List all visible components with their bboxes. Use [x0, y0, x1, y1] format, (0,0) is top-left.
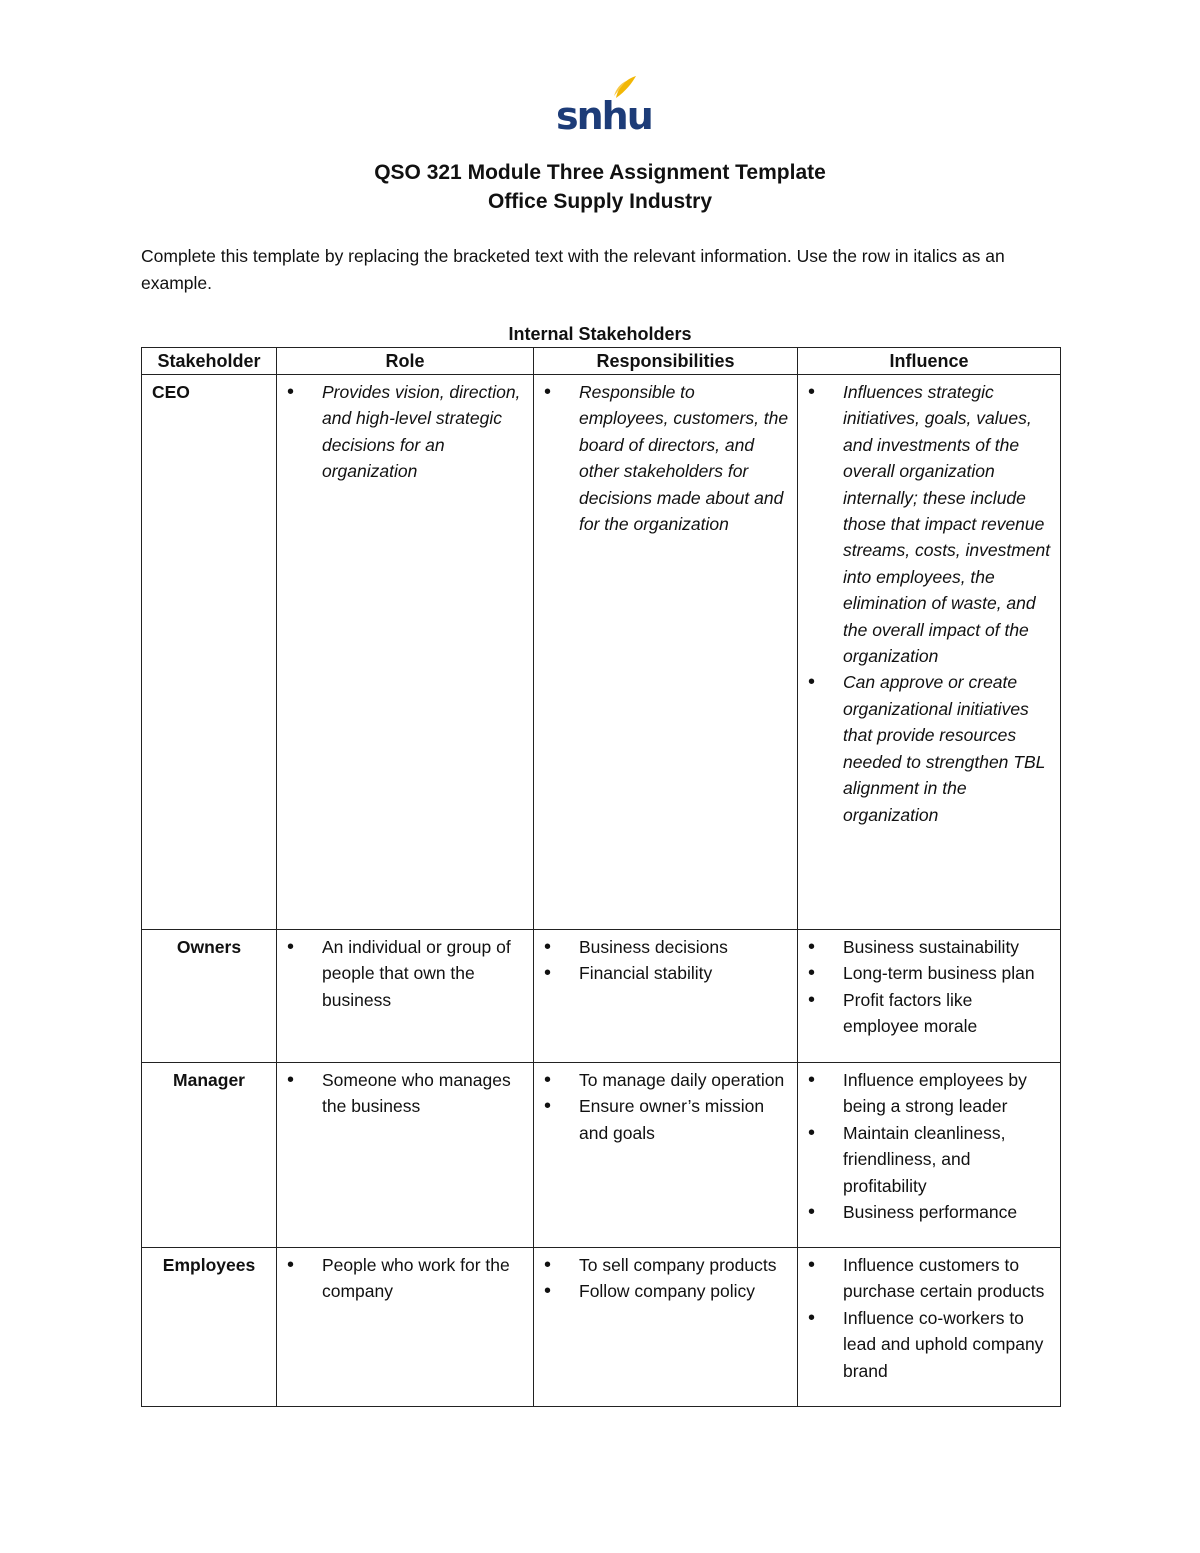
- table-caption: Internal Stakeholders: [508, 324, 692, 344]
- list-item: • Influence co-workers to lead and uphold company brand: [798, 1305, 1052, 1384]
- header-role: Role: [277, 348, 534, 375]
- document-title-block: [0, 158, 1200, 216]
- list-item: • Influences strategic initiatives, goals, values, and investments of the overall organization internally; these include those that impact revenue streams, costs, investment into employees, the elimination of waste, and the overall impact of the organization: [798, 379, 1052, 669]
- table-header-row: [142, 348, 1061, 375]
- responsibilities-cell: [534, 375, 798, 930]
- list-item: • To manage daily operation: [534, 1067, 789, 1093]
- list-item: • An individual or group of people that own the business: [277, 934, 525, 1013]
- stakeholder-cell: Employees: [142, 1248, 277, 1407]
- table-row: [142, 375, 1061, 930]
- list-item: • Maintain cleanliness, friendliness, and profitability: [798, 1120, 1052, 1199]
- influence-cell: [798, 1063, 1061, 1248]
- responsibilities-cell: [534, 1063, 798, 1248]
- list-item: • Business decisions: [534, 934, 789, 960]
- stakeholder-cell: CEO: [142, 375, 277, 930]
- header-influence: Influence: [798, 348, 1061, 375]
- list-item: • Business sustainability: [798, 934, 1052, 960]
- header-stakeholder: Stakeholder: [142, 348, 277, 375]
- instructions-paragraph: Complete this template by replacing the bracketed text with the relevant information. Use the row in italics as an example.: [141, 246, 1005, 293]
- list-item: • Provides vision, direction, and high-level strategic decisions for an organization: [277, 379, 525, 485]
- role-cell: [277, 930, 534, 1063]
- stakeholders-table: [141, 347, 1061, 1407]
- role-cell: [277, 1248, 534, 1407]
- responsibilities-cell: [534, 930, 798, 1063]
- influence-cell: [798, 1248, 1061, 1407]
- influence-cell: [798, 375, 1061, 930]
- list-item: • Financial stability: [534, 960, 789, 986]
- list-item: • Profit factors like employee morale: [798, 987, 1052, 1040]
- list-item: • People who work for the company: [277, 1252, 525, 1305]
- list-item: • Responsible to employees, customers, the board of directors, and other stakeholders for decisions made about and for the organization: [534, 379, 789, 537]
- stakeholder-cell: Owners: [142, 930, 277, 1063]
- snhu-logo: [556, 74, 652, 138]
- table-row: [142, 1248, 1061, 1407]
- header-responsibilities: Responsibilities: [534, 348, 798, 375]
- logo-wordmark: snhu: [556, 94, 652, 138]
- list-item: • Can approve or create organizational initiatives that provide resources needed to strengthen TBL alignment in the organization: [798, 669, 1052, 827]
- list-item: • Business performance: [798, 1199, 1052, 1225]
- list-item: • Influence employees by being a strong leader: [798, 1067, 1052, 1120]
- list-item: • Someone who manages the business: [277, 1067, 525, 1120]
- list-item: • Long-term business plan: [798, 960, 1052, 986]
- document-title: QSO 321 Module Three Assignment Template: [374, 161, 826, 184]
- role-cell: [277, 375, 534, 930]
- list-item: • Follow company policy: [534, 1278, 789, 1304]
- list-item: • Influence customers to purchase certain products: [798, 1252, 1052, 1305]
- list-item: • Ensure owner’s mission and goals: [534, 1093, 789, 1146]
- role-cell: [277, 1063, 534, 1248]
- stakeholder-cell: Manager: [142, 1063, 277, 1248]
- table-row: [142, 930, 1061, 1063]
- influence-cell: [798, 930, 1061, 1063]
- responsibilities-cell: [534, 1248, 798, 1407]
- document-subtitle: Office Supply Industry: [487, 190, 713, 213]
- table-row: [142, 1063, 1061, 1248]
- list-item: • To sell company products: [534, 1252, 789, 1278]
